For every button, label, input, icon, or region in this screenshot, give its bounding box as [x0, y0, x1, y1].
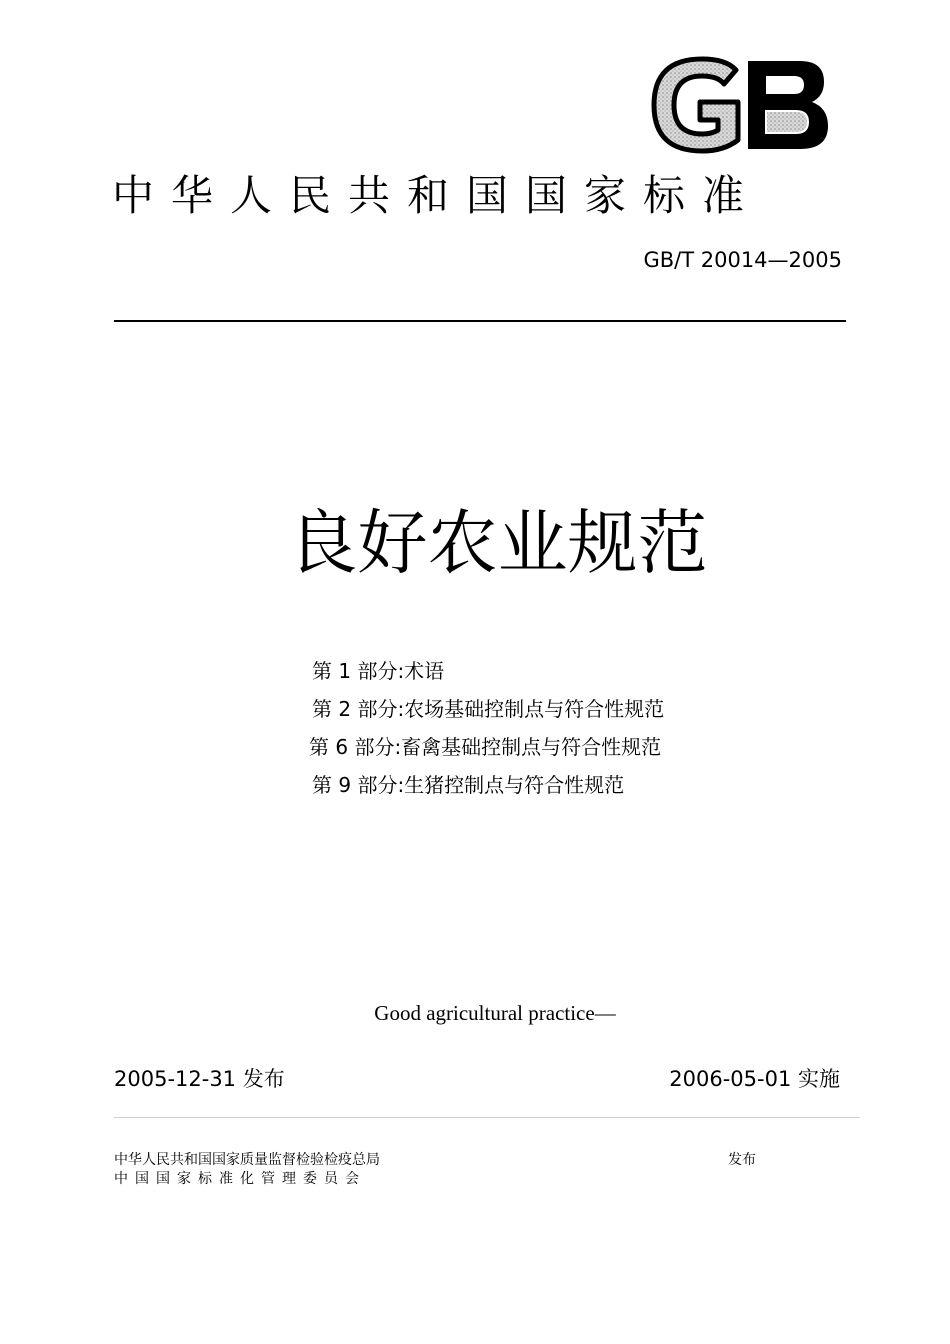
bottom-divider [114, 1117, 860, 1118]
standard-number: GB/T 20014—2005 [643, 248, 842, 272]
part-item-2: 第 2 部分:农场基础控制点与符合性规范 [312, 697, 665, 721]
issue-date: 2005-12-31 发布 [114, 1067, 285, 1091]
publisher-sac: 中国国家标准化管理委员会 [114, 1171, 366, 1187]
parts-list [309, 652, 812, 804]
top-divider [114, 320, 846, 322]
national-standard-title: 中华人民共和国国家标准 [112, 171, 762, 220]
publish-label: 发布 [728, 1152, 756, 1168]
document-title: 良好农业规范 [287, 502, 708, 584]
publisher-aqsiq: 中华人民共和国国家质量监督检验检疫总局 [114, 1152, 380, 1168]
logo-letter-b [748, 61, 828, 149]
logo-letter-g [654, 59, 738, 151]
gb-logo [650, 56, 830, 154]
english-title: Good agricultural practice— [374, 1001, 616, 1025]
part-item-9: 第 9 部分:生猪控制点与符合性规范 [312, 773, 625, 797]
part-item-6: 第 6 部分:畜禽基础控制点与符合性规范 [309, 735, 662, 759]
implementation-date: 2006-05-01 实施 [669, 1067, 840, 1091]
part-item-1: 第 1 部分:术语 [312, 659, 445, 683]
